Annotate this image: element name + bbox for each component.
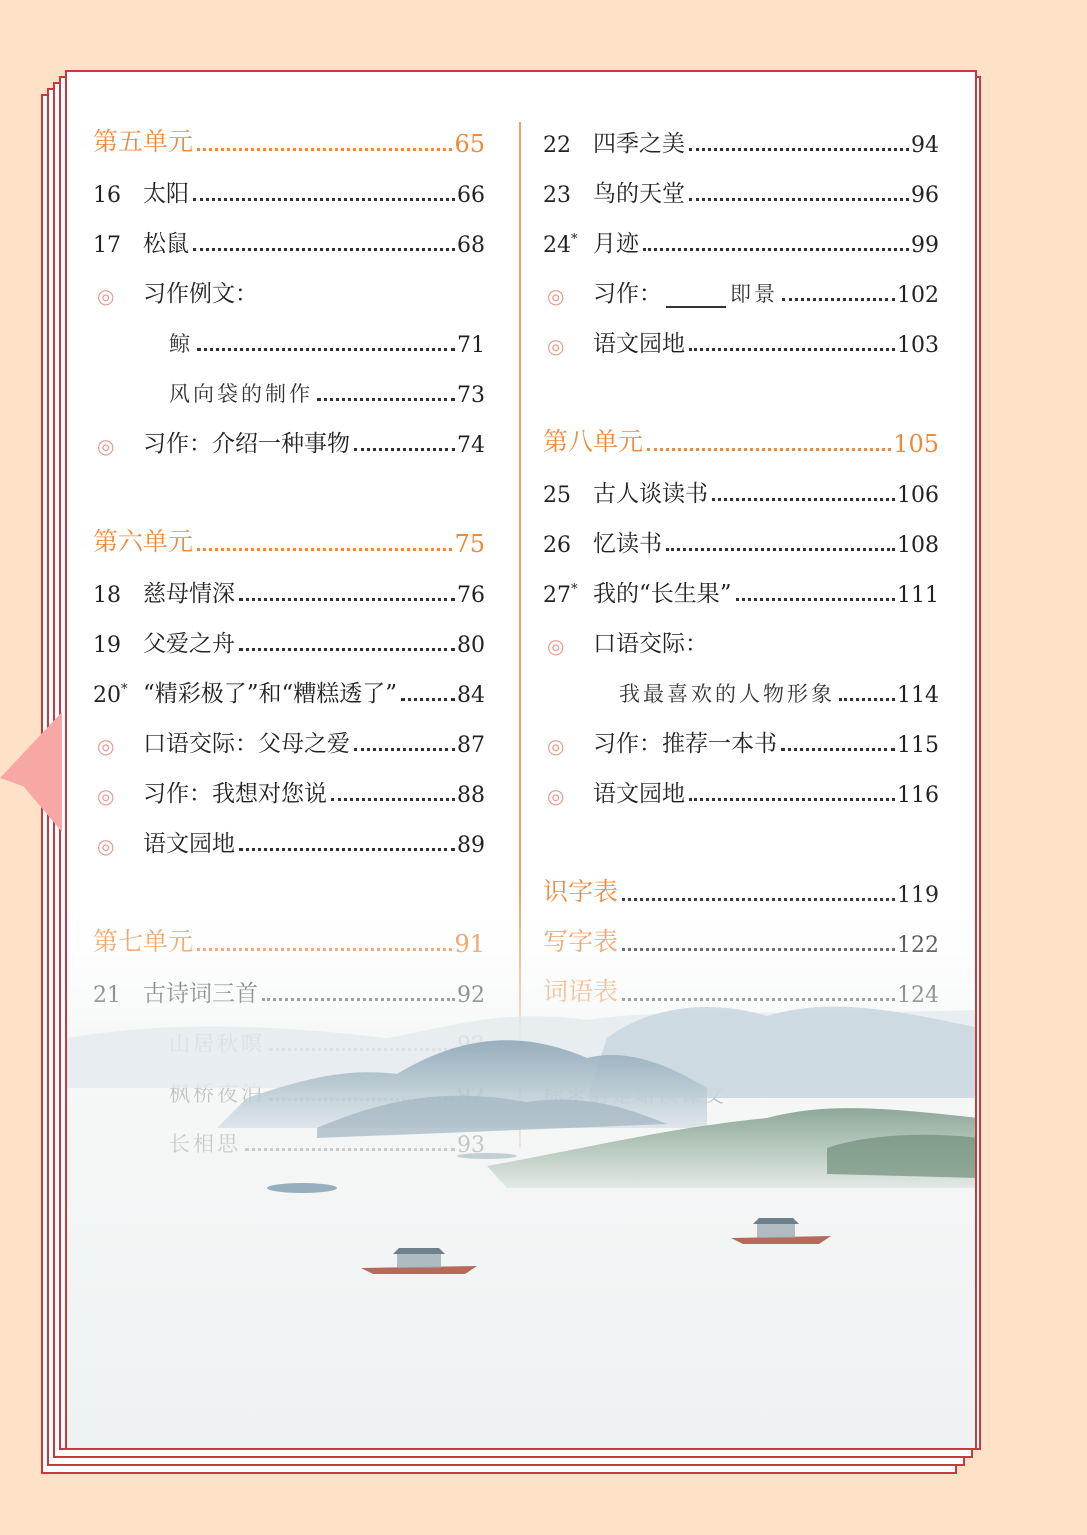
entry-title: “精彩极了”和“糟糕透了” — [143, 681, 398, 707]
lesson-number — [543, 183, 593, 208]
toc-spacer — [543, 814, 939, 864]
page-number: 71 — [457, 333, 485, 358]
lesson-number-text: 26 — [543, 533, 571, 558]
lesson-number — [93, 183, 143, 208]
lesson-number-text: 19 — [93, 633, 121, 658]
entry-title: 鸟的天堂 — [593, 181, 685, 207]
entry-title: 风向袋的制作 — [169, 382, 313, 406]
lesson-number-text: 18 — [93, 583, 121, 608]
entry-title: 习作： — [593, 281, 662, 307]
dot-leader — [401, 698, 455, 701]
page-number: 106 — [897, 483, 939, 508]
lesson-number-text: 27 — [543, 583, 571, 608]
page-number: 68 — [457, 233, 485, 258]
lesson-number — [543, 533, 593, 558]
dot-leader — [839, 698, 895, 701]
dot-leader — [197, 148, 452, 151]
toc-spacer — [543, 364, 939, 414]
entry-title: 习作：我想对您说 — [143, 781, 327, 807]
lesson-number — [93, 233, 143, 258]
circle-bullet-icon: ◎ — [547, 284, 565, 308]
entry-title: 太阳 — [143, 181, 189, 207]
toc-entry[interactable] — [543, 264, 939, 314]
contents-page — [65, 70, 977, 1450]
lesson-number-text: 24 — [543, 233, 571, 258]
toc-unit-heading[interactable] — [543, 414, 939, 464]
toc-entry[interactable] — [543, 164, 939, 214]
dot-leader — [197, 548, 452, 551]
circle-bullet-icon: ◎ — [547, 734, 565, 758]
dot-leader — [689, 798, 895, 801]
page-number: 80 — [457, 633, 485, 658]
fill-in-blank — [666, 288, 726, 308]
dot-leader — [689, 198, 909, 201]
circle-bullet-icon: ◎ — [547, 334, 565, 358]
lesson-number-text: 20 — [93, 683, 121, 708]
dot-leader — [239, 848, 455, 851]
dot-leader — [317, 398, 455, 401]
lesson-number-text: 17 — [93, 233, 121, 258]
page-number: 75 — [454, 530, 485, 558]
page-number: 115 — [897, 733, 939, 758]
dot-leader — [689, 348, 895, 351]
toc-entry[interactable] — [543, 214, 939, 264]
toc-entry[interactable] — [93, 264, 485, 314]
entry-title: 鲸 — [169, 332, 193, 356]
circle-bullet-icon: ◎ — [97, 434, 115, 458]
toc-entry[interactable] — [543, 314, 939, 364]
entry-title: 慈母情深 — [143, 581, 235, 607]
entry-title: 语文园地 — [593, 781, 685, 807]
page-number: 65 — [454, 130, 485, 158]
toc-unit-heading[interactable] — [93, 514, 485, 564]
skim-reading-star: * — [121, 682, 128, 697]
page-number: 111 — [897, 583, 939, 608]
entry-title: 第八单元 — [543, 427, 644, 456]
toc-entry[interactable] — [93, 714, 485, 764]
toc-entry[interactable] — [543, 764, 939, 814]
entry-title-suffix: 即景 — [730, 282, 778, 306]
entry-title: 语文园地 — [593, 331, 685, 357]
dot-leader — [331, 798, 455, 801]
entry-title: 忆读书 — [593, 531, 662, 557]
toc-entry[interactable] — [93, 314, 485, 364]
page-number: 76 — [457, 583, 485, 608]
page-number: 116 — [897, 783, 939, 808]
toc-entry[interactable] — [543, 664, 939, 714]
entry-title: 我的“长生果” — [593, 581, 732, 607]
entry-title: 习作：介绍一种事物 — [143, 431, 350, 457]
dot-leader — [782, 298, 895, 301]
dot-leader — [666, 548, 895, 551]
circle-bullet-icon: ◎ — [97, 834, 115, 858]
lesson-number-text: 22 — [543, 133, 571, 158]
page-number: 96 — [911, 183, 939, 208]
toc-spacer — [93, 464, 485, 514]
toc-entry[interactable] — [543, 564, 939, 614]
circle-bullet-icon: ◎ — [547, 784, 565, 808]
lesson-number — [93, 683, 143, 708]
ink-landscape-illustration — [67, 888, 977, 1448]
dot-leader — [712, 498, 895, 501]
circle-bullet-icon: ◎ — [97, 284, 115, 308]
toc-entry[interactable] — [93, 764, 485, 814]
page-number: 103 — [897, 333, 939, 358]
toc-entry[interactable] — [543, 464, 939, 514]
entry-title: 父爱之舟 — [143, 631, 235, 657]
toc-entry[interactable] — [543, 514, 939, 564]
page-number: 87 — [457, 733, 485, 758]
toc-entry[interactable] — [93, 814, 485, 864]
toc-entry[interactable] — [93, 664, 485, 714]
toc-entry[interactable] — [93, 564, 485, 614]
entry-title: 口语交际：父母之爱 — [143, 731, 350, 757]
page-number: 102 — [897, 283, 939, 308]
dot-leader — [647, 448, 891, 451]
entry-title: 习作：推荐一本书 — [593, 731, 777, 757]
page-number: 108 — [897, 533, 939, 558]
page-number: 84 — [457, 683, 485, 708]
entry-title: 月迹 — [593, 231, 639, 257]
page-number: 105 — [893, 430, 939, 458]
lesson-number — [93, 583, 143, 608]
entry-title: 松鼠 — [143, 231, 189, 257]
toc-entry[interactable] — [543, 614, 939, 664]
skim-reading-star: * — [571, 232, 578, 247]
entry-title: 习作例文： — [143, 281, 258, 307]
dot-leader — [193, 198, 455, 201]
dot-leader — [239, 648, 455, 651]
dot-leader — [354, 448, 455, 451]
lesson-number-text: 16 — [93, 183, 121, 208]
page-number: 74 — [457, 433, 485, 458]
dot-leader — [643, 248, 909, 251]
ribbon-bookmark — [0, 712, 62, 832]
lesson-number-text: 23 — [543, 183, 571, 208]
entry-title: 四季之美 — [593, 131, 685, 157]
page-number: 89 — [457, 833, 485, 858]
toc-entry[interactable] — [93, 164, 485, 214]
lesson-number — [543, 583, 593, 608]
dot-leader — [689, 148, 909, 151]
dot-leader — [736, 598, 895, 601]
dot-leader — [781, 748, 895, 751]
page-number: 94 — [911, 133, 939, 158]
entry-title: 口语交际： — [593, 631, 708, 657]
toc-entry[interactable] — [93, 214, 485, 264]
page-number: 88 — [457, 783, 485, 808]
page-number: 114 — [897, 683, 939, 708]
dot-leader — [354, 748, 455, 751]
toc-entry[interactable] — [543, 714, 939, 764]
toc-entry[interactable] — [93, 364, 485, 414]
skim-reading-star: * — [571, 582, 578, 597]
toc-unit-heading[interactable] — [93, 114, 485, 164]
lesson-number — [543, 233, 593, 258]
circle-bullet-icon: ◎ — [97, 734, 115, 758]
circle-bullet-icon: ◎ — [547, 634, 565, 658]
entry-title: 我最喜欢的人物形象 — [619, 682, 835, 706]
toc-entry[interactable] — [93, 414, 485, 464]
page-number: 73 — [457, 383, 485, 408]
dot-leader — [197, 348, 455, 351]
dot-leader — [239, 598, 455, 601]
dot-leader — [193, 248, 455, 251]
lesson-number-text: 25 — [543, 483, 571, 508]
entry-title: 古人谈读书 — [593, 481, 708, 507]
entry-title: 第六单元 — [93, 527, 194, 556]
toc-entry[interactable] — [543, 114, 939, 164]
page-number: 66 — [457, 183, 485, 208]
toc-entry[interactable] — [93, 614, 485, 664]
lesson-number — [543, 483, 593, 508]
lesson-number — [93, 633, 143, 658]
page-number: 99 — [911, 233, 939, 258]
entry-title: 语文园地 — [143, 831, 235, 857]
lesson-number — [543, 133, 593, 158]
entry-title: 第五单元 — [93, 127, 194, 156]
circle-bullet-icon: ◎ — [97, 784, 115, 808]
